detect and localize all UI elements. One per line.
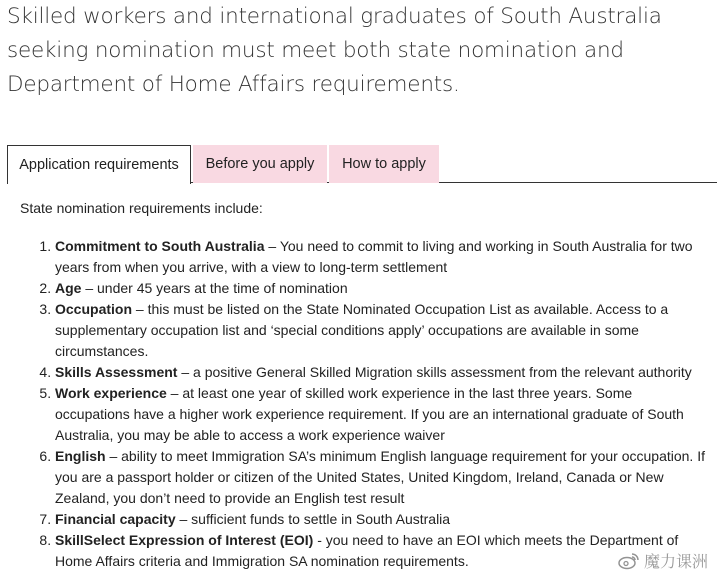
list-item: [55, 383, 710, 446]
item-text: – a positive General Skilled Migration skills assessment from the relevant authority: [177, 364, 692, 380]
item-title: Commitment to South Australia: [55, 238, 265, 254]
intro-text: Skilled workers and international graduates of South Australia seeking nomination must meet both state nomination and Department of Home Affairs requirements.: [7, 4, 662, 97]
requirements-list: [20, 236, 710, 572]
tab-before-you-apply[interactable]: Before you apply: [193, 145, 327, 183]
list-item: [55, 530, 710, 572]
list-item: [55, 299, 710, 362]
tab-content: [20, 198, 710, 572]
watermark: [618, 549, 708, 572]
tab-bar: [0, 145, 717, 183]
item-text: - you need to have an EOI which meets the Department of Home Affairs criteria and Immigration SA nomination requirements.: [55, 532, 679, 569]
item-text: – ability to meet Immigration SA’s minimum English language requirement for your occupation. If you are a passport holder or citizen of the United States, United Kingdom, Ireland, Canada or New Zealand, you don’t need to provide an English test result: [55, 448, 705, 506]
item-text: – sufficient funds to settle in South Australia: [175, 511, 451, 527]
list-item: [55, 278, 710, 299]
item-title: Work experience: [55, 385, 167, 401]
list-item: [55, 446, 710, 509]
requirements-lead: State nomination requirements include:: [20, 200, 263, 216]
item-title: SkillSelect Expression of Interest (EOI): [55, 532, 314, 548]
item-text: – under 45 years at the time of nomination: [81, 280, 348, 296]
weibo-icon: [618, 552, 640, 570]
list-item: [55, 362, 710, 383]
item-text: – at least one year of skilled work experience in the last three years. Some occupations have a higher work experience requirement. If you are an international graduate of South Australia, you may be able to access a work experience waiver: [55, 385, 684, 443]
item-title: Skills Assessment: [55, 364, 178, 380]
watermark-text: 魔力课洲: [643, 552, 708, 571]
item-title: English: [55, 448, 106, 464]
tab-how-to-apply[interactable]: How to apply: [329, 145, 439, 183]
item-title: Age: [55, 280, 82, 296]
list-item: [55, 509, 710, 530]
item-title: Financial capacity: [55, 511, 176, 527]
item-title: Occupation: [55, 301, 133, 317]
list-item: [55, 236, 710, 278]
item-text: – this must be listed on the State Nominated Occupation List as available. Access to a supplementary occupation list and ‘special conditions apply’ occupations are available in some circumstances.: [55, 301, 669, 359]
tab-application-requirements[interactable]: Application requirements: [7, 145, 191, 184]
item-text: – You need to commit to living and working in South Australia for two years from when you arrive, with a view to long-term settlement: [55, 238, 693, 275]
